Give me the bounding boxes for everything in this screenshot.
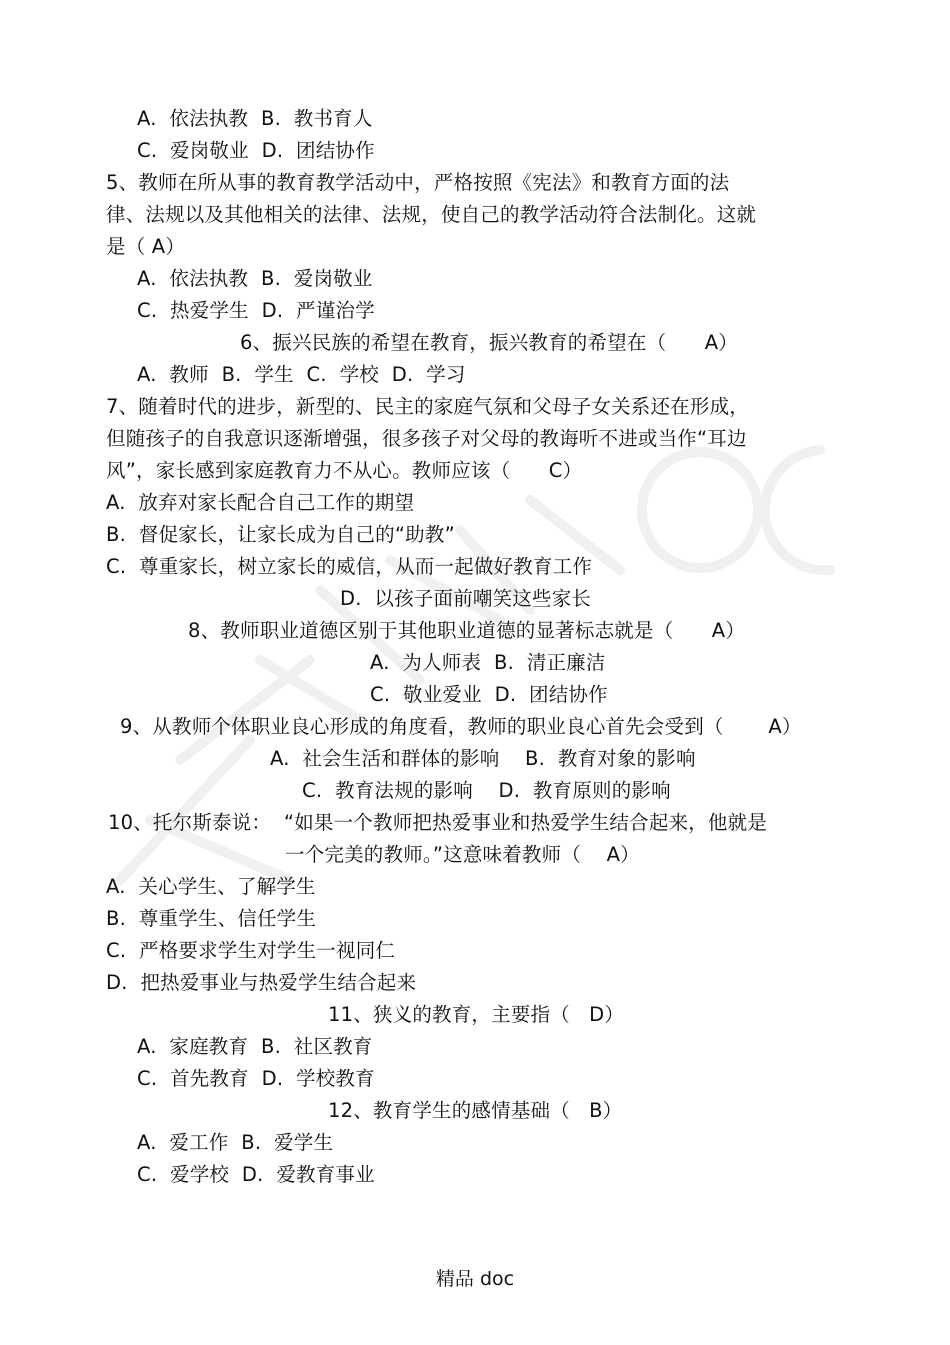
line-9: A. 教师 B. 学生 C. 学校 D. 学习 — [137, 363, 466, 386]
line-4: 律、法规以及其他相关的法律、法规，使自己的教学活动符合法制化。这就 — [106, 203, 757, 226]
line-11: 但随孩子的自我意识逐渐增强，很多孩子对父母的教诲听不进或当作“耳边 — [106, 427, 747, 450]
line-1: A. 依法执教 B. 教书育人 — [137, 107, 373, 130]
line-24: 一个完美的教师。”这意味着教师（ A） — [285, 843, 640, 866]
line-23: 10、托尔斯泰说： “如果一个教师把热爱事业和热爱学生结合起来，他就是 — [108, 811, 768, 834]
line-18: A. 为人师表 B. 清正廉洁 — [370, 651, 606, 674]
line-5: 是（ A） — [106, 235, 186, 258]
line-20: 9、从教师个体职业良心形成的角度看，教师的职业良心首先会受到（ A） — [120, 715, 802, 738]
line-17: 8、教师职业道德区别于其他职业道德的显著标志就是（ A） — [188, 619, 746, 642]
line-10: 7、随着时代的进步，新型的、民主的家庭气氛和父母子女关系还在形成， — [106, 395, 750, 418]
line-29: 11、狭义的教育，主要指（ D） — [328, 1003, 625, 1026]
line-28: D. 把热爱事业与热爱学生结合起来 — [106, 971, 417, 994]
line-27: C. 严格要求学生对学生一视同仁 — [106, 939, 396, 962]
line-19: C. 敬业爱业 D. 团结协作 — [370, 683, 608, 706]
line-13: A. 放弃对家长配合自己工作的期望 — [106, 491, 415, 514]
line-3: 5、教师在所从事的教育教学活动中，严格按照《宪法》和教育方面的法 — [106, 171, 730, 194]
page-footer: 精品 doc — [435, 1268, 515, 1290]
line-22: C. 教育法规的影响 D. 教育原则的影响 — [302, 779, 671, 802]
line-14: B. 督促家长，让家长成为自己的“助教” — [106, 523, 455, 546]
line-31: C. 首先教育 D. 学校教育 — [137, 1067, 375, 1090]
line-25: A. 关心学生、了解学生 — [106, 875, 316, 898]
line-34: C. 爱学校 D. 爱教育事业 — [137, 1163, 375, 1186]
line-15: C. 尊重家长，树立家长的威信，从而一起做好教育工作 — [106, 555, 593, 578]
line-2: C. 爱岗敬业 D. 团结协作 — [137, 139, 375, 162]
line-21: A. 社会生活和群体的影响 B. 教育对象的影响 — [270, 747, 696, 770]
line-30: A. 家庭教育 B. 社区教育 — [137, 1035, 373, 1058]
line-6: A. 依法执教 B. 爱岗敬业 — [137, 267, 373, 290]
line-8: 6、振兴民族的希望在教育，振兴教育的希望在（ A） — [240, 331, 738, 354]
line-16: D. 以孩子面前嘲笑这些家长 — [340, 587, 592, 610]
line-26: B. 尊重学生、信任学生 — [106, 907, 317, 930]
line-7: C. 热爱学生 D. 严谨治学 — [137, 299, 375, 322]
line-12: 风”，家长感到家庭教育力不从心。教师应该（ C） — [106, 459, 583, 482]
line-33: A. 爱工作 B. 爱学生 — [137, 1131, 334, 1154]
line-32: 12、教育学生的感情基础（ B） — [328, 1099, 623, 1122]
